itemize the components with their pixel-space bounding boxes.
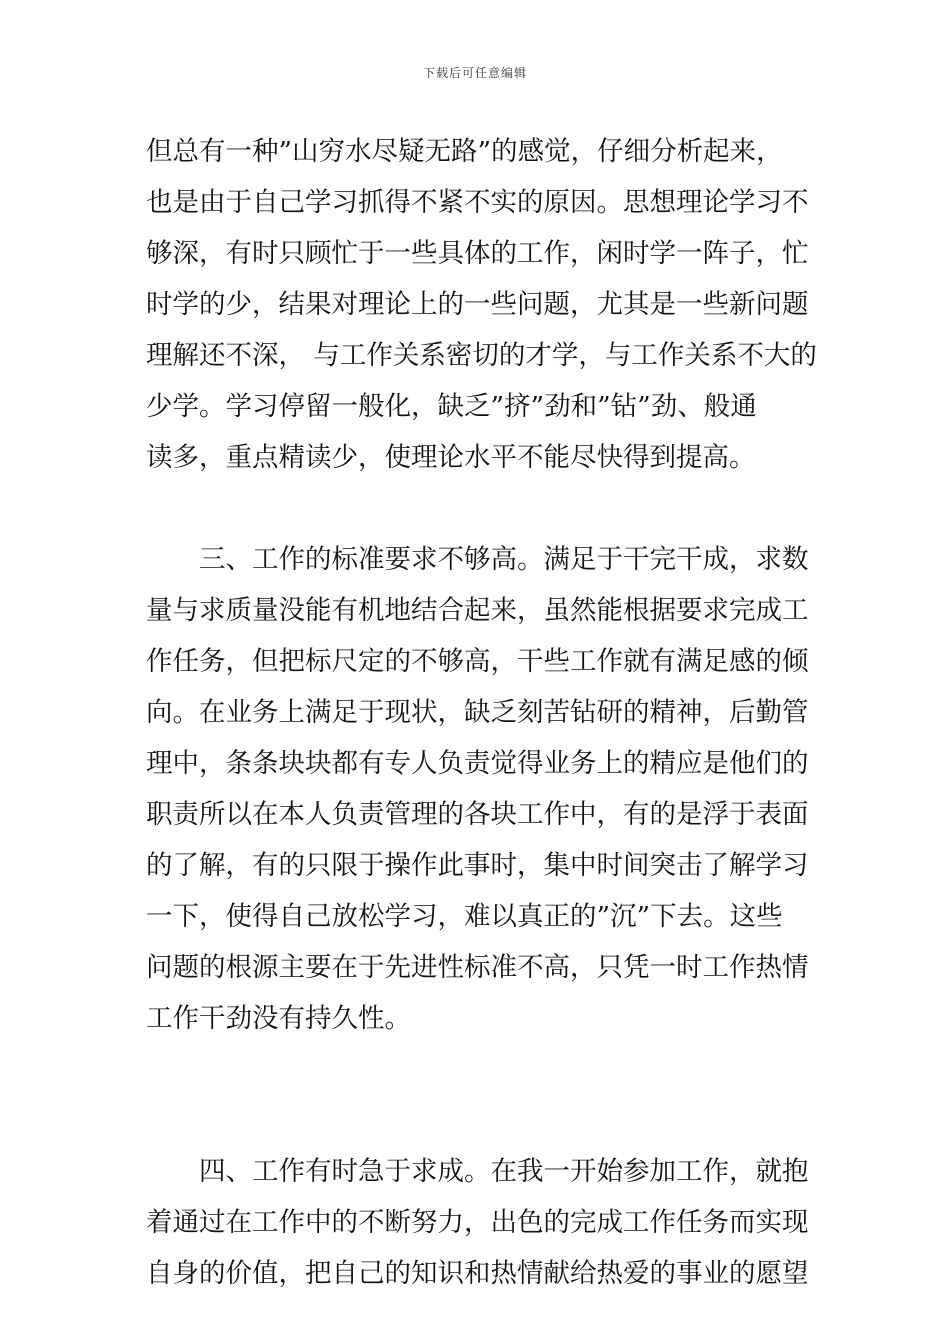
text-line: 也是由于自己学习抓得不紧不实的原因。思想理论学习不 — [146, 187, 809, 218]
text-line: 够深，有时只顾忙于一些具体的工作，闲时学一阵子，忙 — [146, 238, 809, 269]
text-line: 理中，条条块块都有专人负责觉得业务上的精应是他们的 — [146, 748, 809, 779]
text-line: 读多，重点精读少，使理论水平不能尽快得到提高。 — [146, 442, 756, 473]
text-line: 的了解，有的只限于操作此事时，集中时间突击了解学习 — [146, 850, 809, 881]
text-line: 问题的根源主要在于先进性标准不高，只凭一时工作热情 — [146, 952, 809, 983]
text-line: 职责所以在本人负责管理的各块工作中，有的是浮于表面 — [146, 799, 809, 830]
text-line: 三、工作的标准要求不够高。满足于干完干成，求数 — [199, 544, 809, 575]
text-line: 着通过在工作中的不断努力，出色的完成工作任务而实现 — [146, 1207, 809, 1238]
paragraph — [146, 534, 809, 1095]
text-line: 理解还不深， 与工作关系密切的才学，与工作关系不大的 — [146, 340, 817, 371]
text-line — [146, 1044, 806, 1095]
text-line: 少学。学习停留一般化，缺乏”挤”劲和”钻”劲、般通 — [146, 391, 757, 422]
paragraph-spacer — [146, 483, 806, 534]
text-line: 作任务，但把标尺定的不够高，干些工作就有满足感的倾 — [146, 646, 809, 677]
text-line: 工作干劲没有持久性。 — [146, 1003, 411, 1034]
text-line: 时学的少，结果对理论上的一些问题，尤其是一些新问题 — [146, 289, 809, 320]
text-line: 向。在业务上满足于现状，缺乏刻苦钻研的精神，后勤管 — [146, 697, 809, 728]
paragraph — [146, 1146, 809, 1299]
text-line: 一下，使得自己放松学习，难以真正的”沉”下去。这些 — [146, 901, 783, 932]
text-line: 自身的价值，把自己的知识和热情献给热爱的事业的愿望 — [146, 1258, 809, 1289]
text-line: 四、工作有时急于求成。在我一开始参加工作，就抱 — [199, 1156, 809, 1187]
text-line: 量与求质量没能有机地结合起来，虽然能根据要求完成工 — [146, 595, 809, 626]
page-header-note: 下载后可任意编辑 — [422, 66, 527, 80]
text-line: 但总有一种”山穷水尽疑无路”的感觉，仔细分析起来， — [146, 136, 783, 167]
paragraph — [146, 126, 817, 483]
document-body — [146, 126, 817, 1299]
paragraph-spacer — [146, 1095, 806, 1146]
